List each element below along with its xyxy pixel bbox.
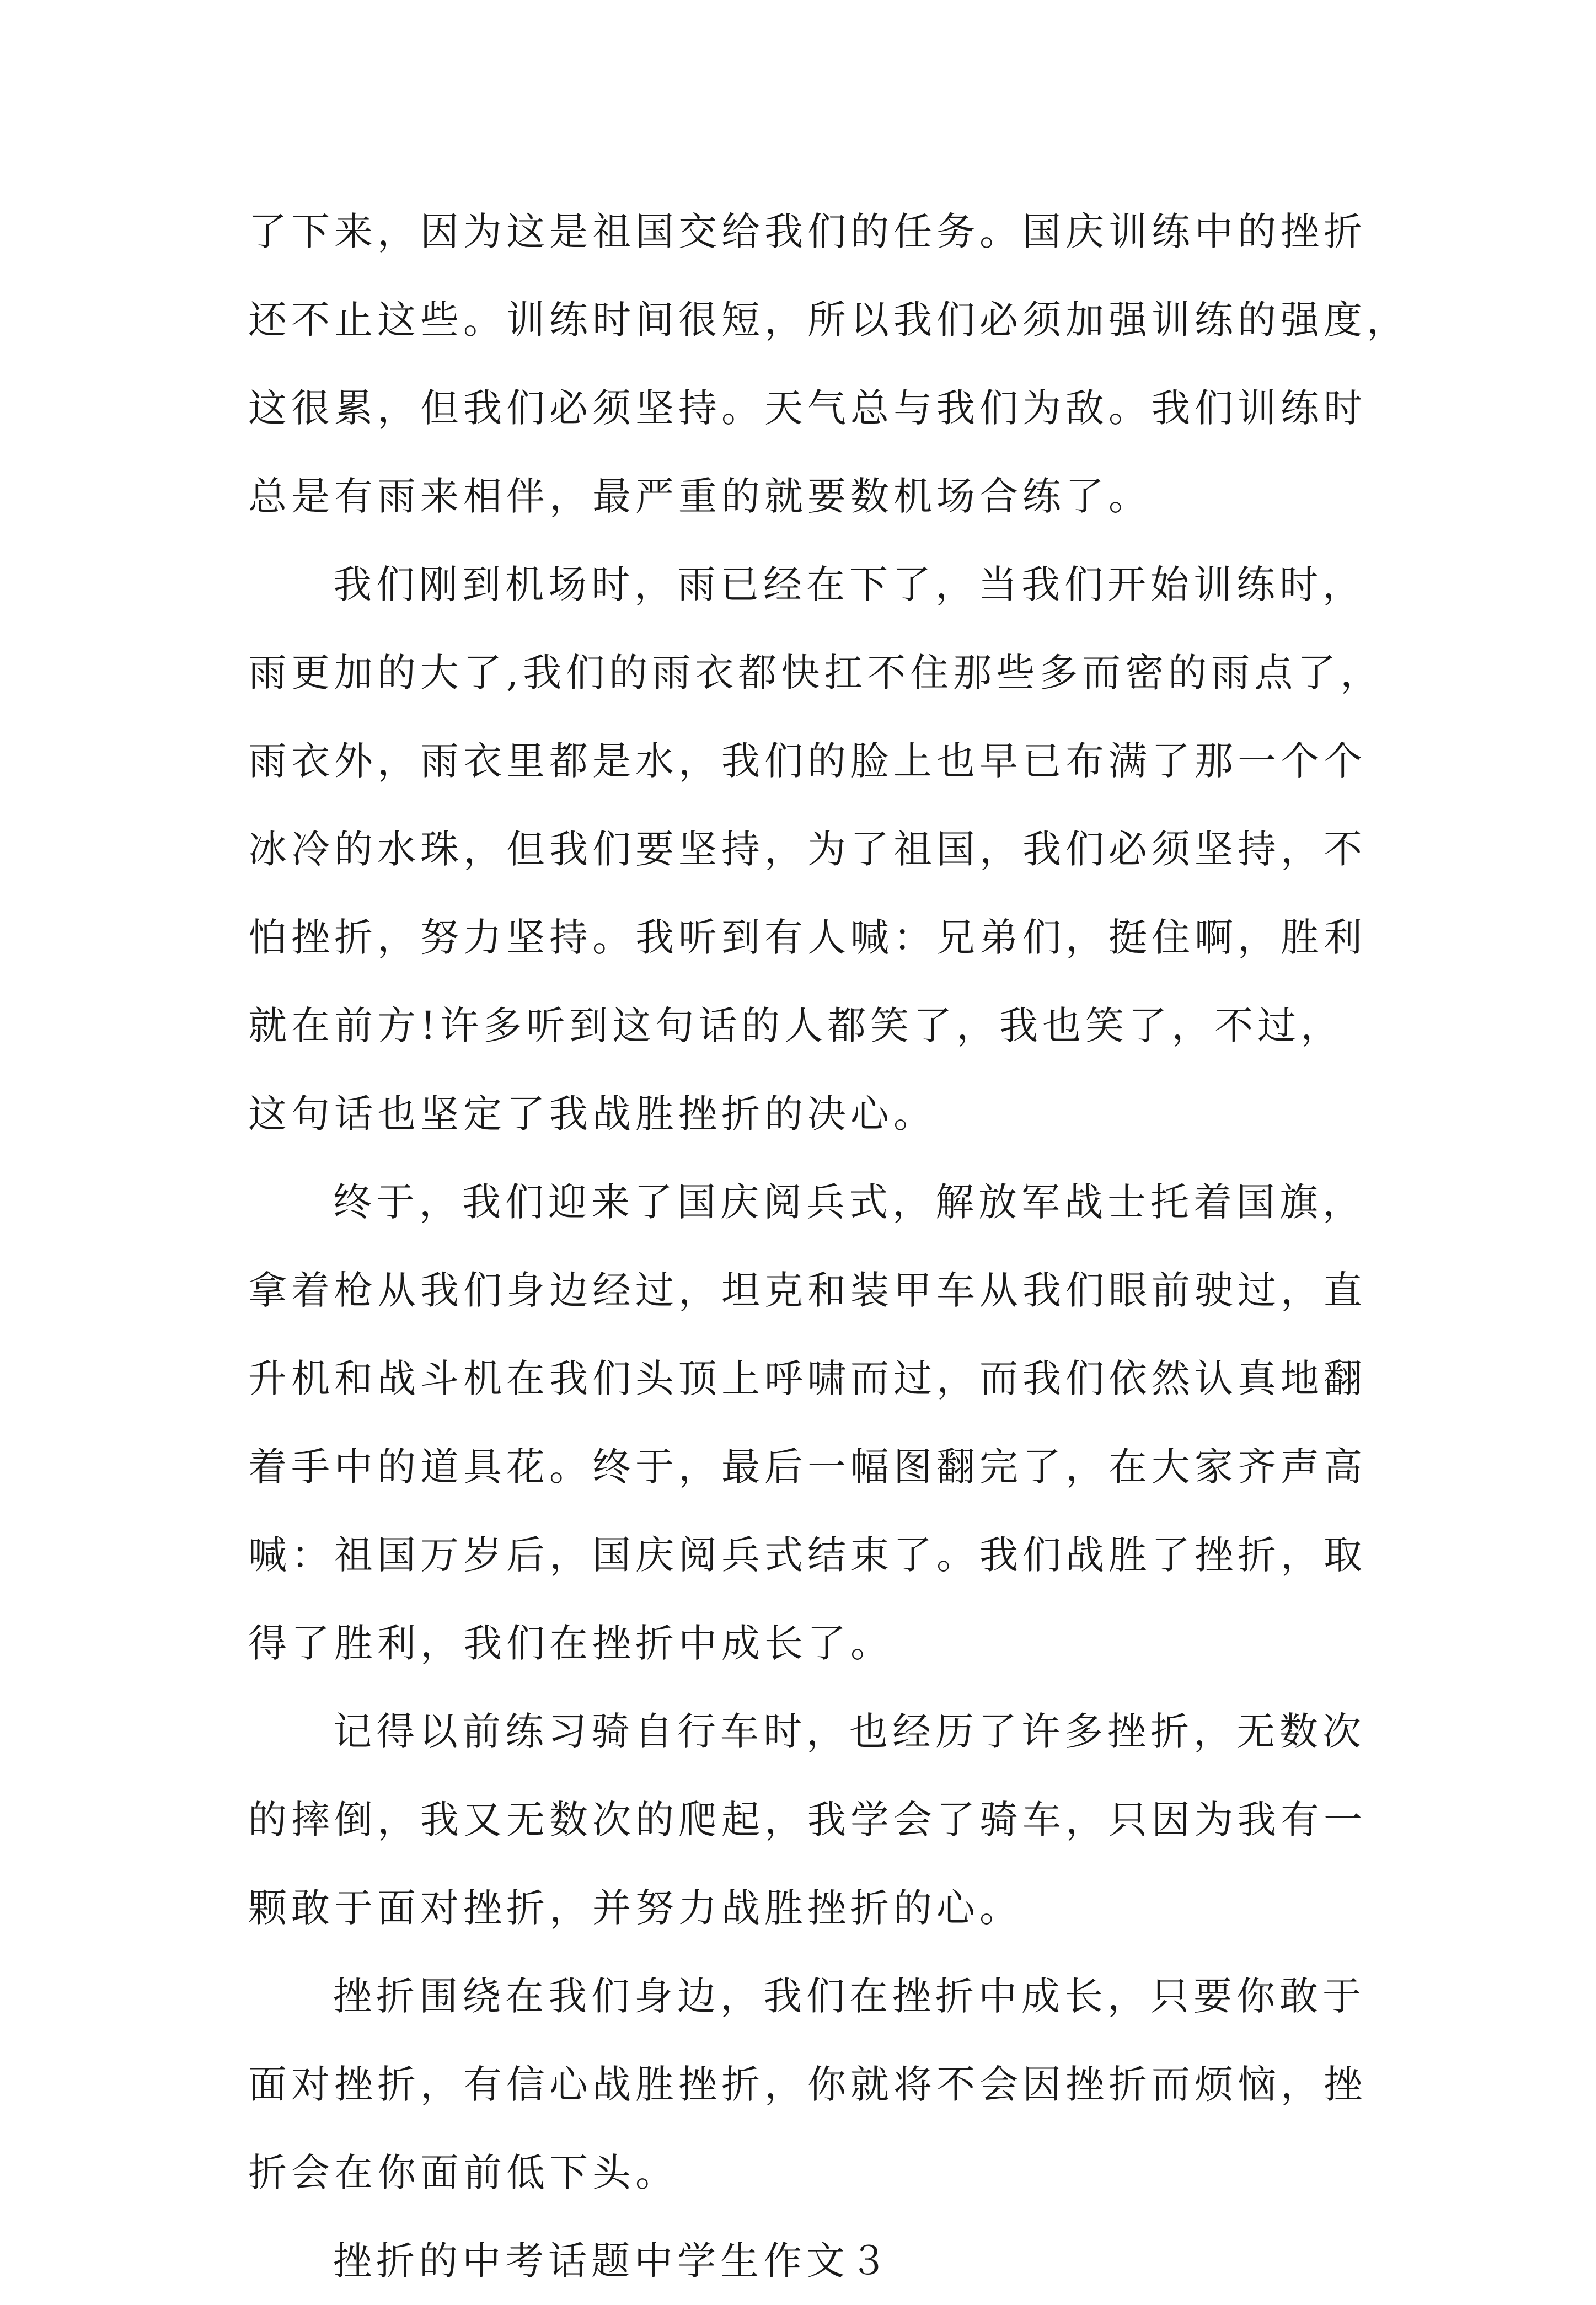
paragraph-line: 怕挫折，努力坚持。我听到有人喊：兄弟们，挺住啊，胜利	[248, 915, 1367, 960]
paragraph-line: 的摔倒，我又无数次的爬起，我学会了骑车，只因为我有一	[248, 1797, 1367, 1842]
paragraph-first-line: 挫折围绕在我们身边，我们在挫折中成长，只要你敢于	[333, 1974, 1365, 2019]
paragraph-line: 得了胜利，我们在挫折中成长了。	[248, 1621, 893, 1666]
paragraph-first-line: 终于，我们迎来了国庆阅兵式，解放军战士托着国旗，	[333, 1180, 1365, 1225]
paragraph-line: 总是有雨来相伴，最严重的就要数机场合练了。	[248, 474, 1152, 519]
section-heading: 挫折的中考话题中学生作文３	[333, 2238, 892, 2283]
paragraph-line: 还不止这些。训练时间很短，所以我们必须加强训练的强度，	[248, 297, 1410, 342]
paragraph-first-line: 我们刚到机场时，雨已经在下了，当我们开始训练时，	[333, 562, 1365, 607]
paragraph-line: 面对挫折，有信心战胜挫折，你就将不会因挫折而烦恼，挫	[248, 2062, 1367, 2107]
paragraph-line: 雨衣外，雨衣里都是水，我们的脸上也早已布满了那一个个	[248, 738, 1367, 784]
paragraph-line: 折会在你面前低下头。	[248, 2150, 678, 2195]
paragraph-line: 着手中的道具花。终于，最后一幅图翻完了，在大家齐声高	[248, 1444, 1367, 1489]
paragraph-line: 升机和战斗机在我们头顶上呼啸而过，而我们依然认真地翻	[248, 1356, 1367, 1401]
paragraph-line: 拿着枪从我们身边经过，坦克和装甲车从我们眼前驶过，直	[248, 1268, 1367, 1313]
paragraph-line: 这句话也坚定了我战胜挫折的决心。	[248, 1091, 936, 1137]
paragraph-line: 喊：祖国万岁后，国庆阅兵式结束了。我们战胜了挫折，取	[248, 1532, 1367, 1578]
paragraph-first-line: 记得以前练习骑自行车时，也经历了许多挫折，无数次	[333, 1709, 1365, 1754]
paragraph-line: 了下来，因为这是祖国交给我们的任务。国庆训练中的挫折	[248, 209, 1367, 254]
paragraph-line: 这很累，但我们必须坚持。天气总与我们为敌。我们训练时	[248, 385, 1367, 431]
document-body	[248, 187, 1410, 2305]
paragraph-line: 雨更加的大了,我们的雨衣都快扛不住那些多而密的雨点了，	[248, 650, 1384, 695]
paragraph-line: 就在前方!许多听到这句话的人都笑了，我也笑了，不过，	[248, 1003, 1344, 1048]
paragraph-line: 冰冷的水珠，但我们要坚持，为了祖国，我们必须坚持，不	[248, 827, 1367, 872]
paragraph-line: 颗敢于面对挫折，并努力战胜挫折的心。	[248, 1885, 1022, 1931]
